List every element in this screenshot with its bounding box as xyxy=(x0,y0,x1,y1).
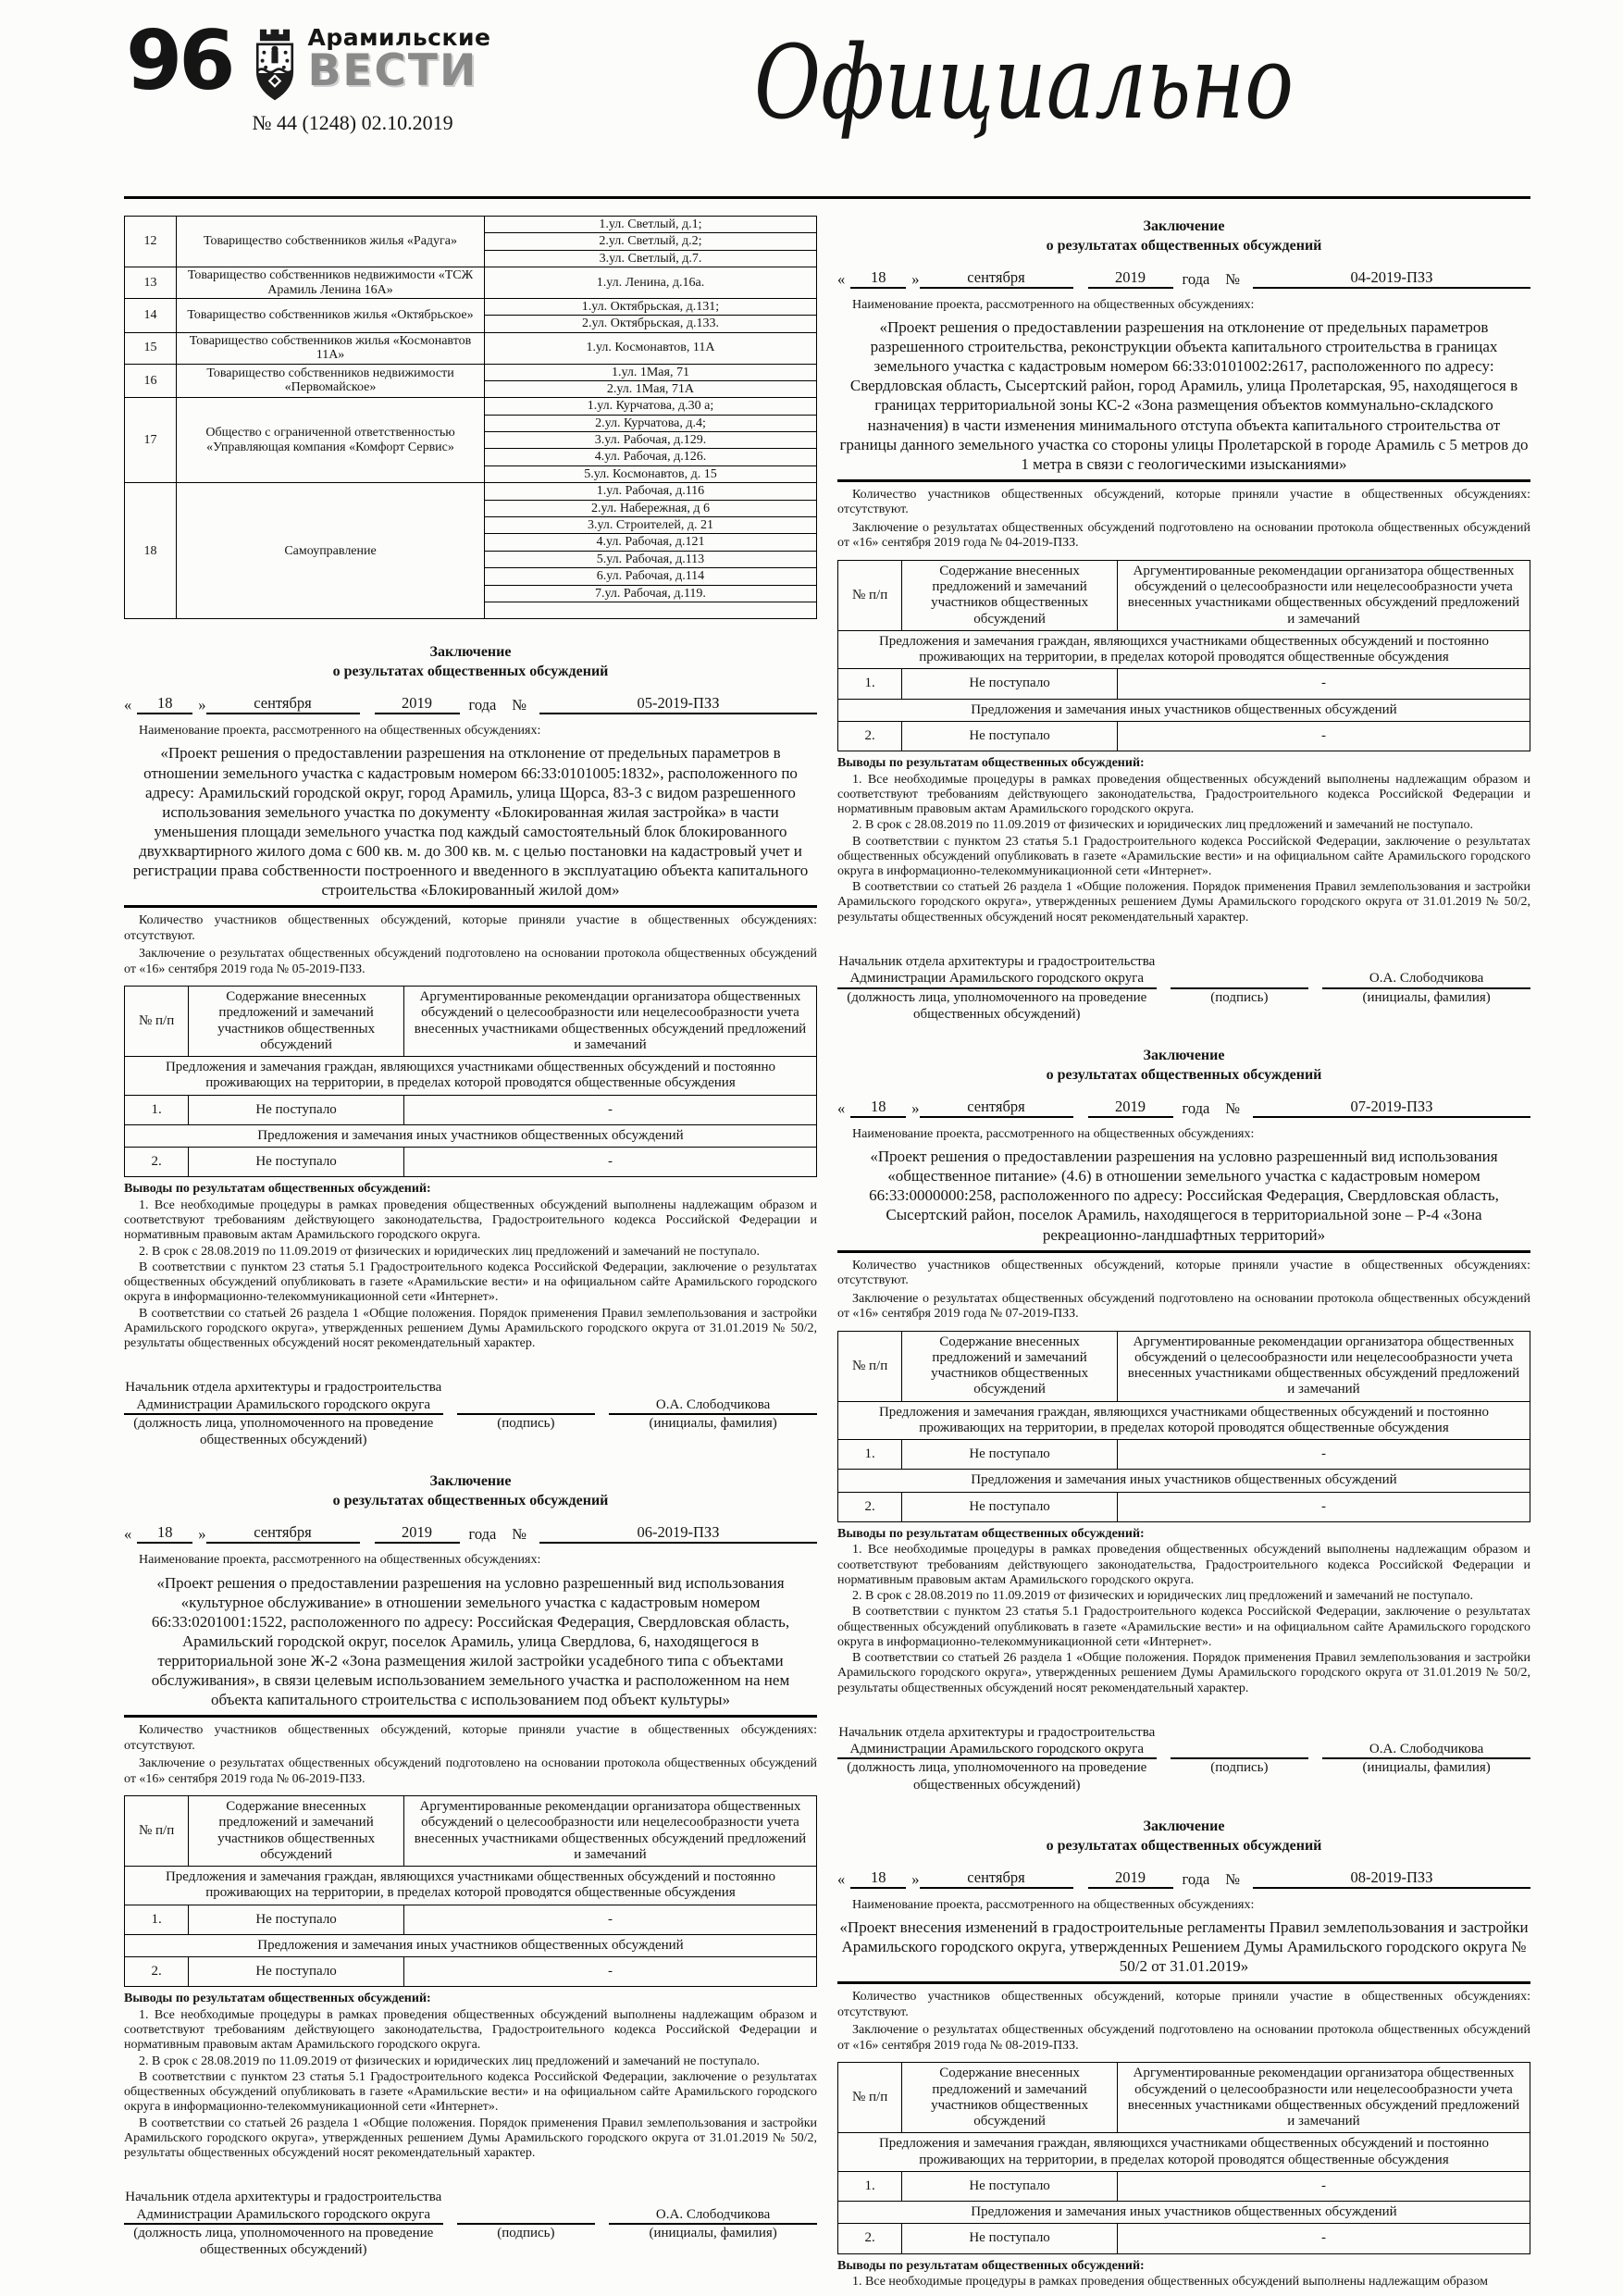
proposals-col-content: Содержание внесенных предложений и замечаний участников общественных обсуждений xyxy=(189,987,404,1057)
project-label: Наименование проекта, рассмотренного на общественных обсуждениях: xyxy=(852,1897,1255,1912)
conclusion-title xyxy=(837,1047,1530,1086)
project-description: «Проект внесения изменений в градостроительные регламенты Правил землепользования и застройки Арамильского городского округа, утвержденных Решением Думы Арамильского городского округа № 50/2 от 31.01.2019» xyxy=(837,1916,1530,1984)
conclusions-body xyxy=(837,2275,1530,2290)
proposals-group-citizens: Предложения и замечания граждан, являющихся участниками общественных обсуждений и постоянно проживающих на территории, в пределах которой проводятся общественные обсуждения xyxy=(125,1057,817,1096)
signature-block xyxy=(837,953,1530,1023)
org-name: Товарищество собственников жилья «Космонавтов 11А» xyxy=(177,332,485,364)
org-address: 1.ул. Курчатова, д.30 а; xyxy=(484,398,816,415)
conclusion-number: 05-2019-ПЗЗ xyxy=(539,694,817,714)
proposals-group-row xyxy=(838,630,1530,669)
conclusion-date-row xyxy=(837,268,1530,289)
project-label: Наименование проекта, рассмотренного на общественных обсуждениях: xyxy=(139,1553,541,1568)
date-day: 18 xyxy=(850,1098,906,1118)
conclusions-body xyxy=(124,1198,817,1351)
conclusion-section xyxy=(124,1472,817,2258)
org-name: Товарищество собственников недвижимости «ТСЖ Арамиль Ленина 16А» xyxy=(177,267,485,299)
proposals-table xyxy=(124,986,817,1177)
number-sign: № xyxy=(1225,1098,1240,1117)
org-name: Общество с ограниченной ответственностью «Управляющая компания «Комфорт Сервис» xyxy=(177,398,485,483)
conclusion-paragraph: В соответствии с пунктом 23 статья 5.1 Градостроительного кодекса Российской Федерации, заключение о результатах общественных обсуждений опубликовать в газете «Арамильские вести» и на официальном сайте Арамильского городского округа в информационно-телекоммуникационной сети «Интернет». xyxy=(124,2069,817,2115)
conclusion-title-line2: о результатах общественных обсуждений xyxy=(1046,1066,1322,1083)
proposals-data-row xyxy=(125,1957,817,1987)
org-address: 1.ул. Ленина, д.16а. xyxy=(484,267,816,299)
signature-space xyxy=(457,1395,596,1415)
row1-num: 1. xyxy=(125,1905,189,1934)
proposals-header-row xyxy=(125,987,817,1057)
signature-block xyxy=(837,1724,1530,1793)
conclusions xyxy=(124,1182,817,1351)
conclusion-title xyxy=(124,643,817,682)
conclusion-title-line2: о результатах общественных обсуждений xyxy=(1046,1837,1322,1854)
proposals-group-others: Предложения и замечания иных участников общественных обсуждений xyxy=(125,1934,817,1956)
conclusion-paragraph: 1. Все необходимые процедуры в рамках проведения общественных обсуждений выполнены надлежащим образом и соответствуют требованиям действующего законодательства, Градостроительного кодекса Российской Федерации и нормативным правовым актам Арамильского городского округа. xyxy=(837,1543,1530,1587)
proposals-header-row xyxy=(125,1796,817,1867)
org-address: 3.ул. Светлый, д.7. xyxy=(484,250,816,267)
org-address: 1.ул. Космонавтов, 11А xyxy=(484,332,816,364)
number-sign: № xyxy=(512,695,527,714)
row1-recommendation: - xyxy=(403,1905,816,1934)
row1-num: 1. xyxy=(838,2171,902,2201)
close-quote: » xyxy=(198,1525,206,1544)
sig-caption-position: (должность лица, уполномоченного на проведение общественных обсуждений) xyxy=(133,1415,434,1448)
org-address: 2.ул. Светлый, д.2; xyxy=(484,233,816,250)
open-quote: « xyxy=(124,695,132,714)
proposals-col-recommendations: Аргументированные рекомендации организатора общественных обсуждений о целесообразности или нецелесообразности учета внесенных участниками общественных обсуждений предложений и замечаний xyxy=(1117,1331,1530,1401)
conclusion-section xyxy=(837,217,1530,1023)
sig-caption-name: (инициалы, фамилия) xyxy=(1362,989,1491,1005)
orgs-table-body xyxy=(125,217,817,619)
row1-content: Не поступало xyxy=(189,1905,404,1934)
org-name: Товарищество собственников жилья «Октябрьское» xyxy=(177,298,485,332)
org-number: 12 xyxy=(125,217,177,267)
org-address: 3.ул. Рабочая, д.129. xyxy=(484,432,816,449)
conclusions-title: Выводы по результатам общественных обсуждений: xyxy=(124,1992,431,2006)
proposals-data-row xyxy=(125,1148,817,1177)
conclusion-section xyxy=(837,1818,1530,2290)
project-label: Наименование проекта, рассмотренного на общественных обсуждениях: xyxy=(139,723,541,738)
issue-line: № 44 (1248) 02.10.2019 xyxy=(252,111,453,134)
section-banner: Официально xyxy=(754,23,1295,142)
basis-line: Заключение о результатах общественных обсуждений подготовлено на основании протокола общественных обсуждений от «16» сентября 2019 года № 08-2019-ПЗЗ. xyxy=(837,2023,1530,2053)
proposals-col-recommendations: Аргументированные рекомендации организатора общественных обсуждений о целесообразности или нецелесообразности учета внесенных участниками общественных обсуждений предложений и замечаний xyxy=(403,987,816,1057)
conclusion-title-line2: о результатах общественных обсуждений xyxy=(332,664,609,680)
row2-content: Не поступало xyxy=(902,1492,1118,1521)
proposals-data-row xyxy=(838,721,1530,751)
date-word-year: года xyxy=(1182,1098,1210,1117)
proposals-group-row xyxy=(838,1401,1530,1440)
conclusion-title-line1: Заключение xyxy=(429,1473,512,1490)
row2-content: Не поступало xyxy=(902,2224,1118,2253)
signature-space xyxy=(457,2204,596,2225)
coat-of-arms-icon xyxy=(252,26,298,105)
org-address: 2.ул. Набережная, д 6 xyxy=(484,500,816,516)
org-address: 7.ул. Рабочая, д.119. xyxy=(484,585,816,602)
date-day: 18 xyxy=(137,1523,192,1544)
signature-block xyxy=(124,2189,817,2258)
content-columns xyxy=(0,199,1623,2290)
conclusion-title-line1: Заключение xyxy=(429,644,512,661)
row2-content: Не поступало xyxy=(902,721,1118,751)
conclusions-title: Выводы по результатам общественных обсуждений: xyxy=(837,1526,1145,1541)
conclusions xyxy=(124,1992,817,2161)
proposals-data-row xyxy=(125,1095,817,1124)
proposals-data-row xyxy=(838,1440,1530,1470)
proposals-col-content: Содержание внесенных предложений и замечаний участников общественных обсуждений xyxy=(189,1796,404,1867)
date-month: сентября xyxy=(920,268,1073,289)
proposals-group-others: Предложения и замечания иных участников общественных обсуждений xyxy=(838,2202,1530,2224)
proposals-col-num: № п/п xyxy=(838,2063,902,2133)
conclusion-paragraph: В соответствии со статьей 26 раздела 1 «Общие положения. Порядок применения Правил землепользования и застройки Арамильского городского округа», утвержденных решением Думы Арамильского городского округа от 31.01.2019 № 50/2, результаты общественных обсуждений носят рекомендательный характер. xyxy=(837,880,1530,925)
org-address: 5.ул. Космонавтов, д. 15 xyxy=(484,465,816,482)
proposals-col-num: № п/п xyxy=(838,560,902,630)
proposals-group-citizens: Предложения и замечания граждан, являющихся участниками общественных обсуждений и постоянно проживающих на территории, в пределах которой проводятся общественные обсуждения xyxy=(838,1401,1530,1440)
row2-num: 2. xyxy=(838,721,902,751)
conclusions-title: Выводы по результатам общественных обсуждений: xyxy=(837,2258,1145,2273)
conclusion-title-line2: о результатах общественных обсуждений xyxy=(332,1493,609,1509)
date-year: 2019 xyxy=(375,694,460,714)
close-quote: » xyxy=(911,1869,920,1888)
conclusion-date-row xyxy=(837,1868,1530,1889)
proposals-col-recommendations: Аргументированные рекомендации организатора общественных обсуждений о целесообразности или нецелесообразности учета внесенных участниками общественных обсуждений предложений и замечаний xyxy=(1117,2063,1530,2133)
open-quote: « xyxy=(837,269,846,288)
project-label: Наименование проекта, рассмотренного на общественных обсуждениях: xyxy=(852,1126,1255,1141)
proposals-group-others: Предложения и замечания иных участников общественных обсуждений xyxy=(125,1124,817,1147)
column-left xyxy=(124,216,817,2290)
org-number: 14 xyxy=(125,298,177,332)
conclusion-paragraph: В соответствии со статьей 26 раздела 1 «Общие положения. Порядок применения Правил землепользования и застройки Арамильского городского округа», утвержденных решением Думы Арамильского городского округа от 31.01.2019 № 50/2, результаты общественных обсуждений носят рекомендательный характер. xyxy=(837,1651,1530,1695)
row1-num: 1. xyxy=(125,1095,189,1124)
conclusion-section xyxy=(837,1047,1530,1793)
conclusion-date-row xyxy=(837,1098,1530,1118)
signatory-position: Начальник отдела архитектуры и градостроительства Администрации Арамильского городского округа xyxy=(837,1724,1157,1760)
date-year: 2019 xyxy=(1088,1098,1173,1118)
row1-recommendation: - xyxy=(403,1095,816,1124)
conclusion-section xyxy=(124,643,817,1448)
sig-caption-signature: (подпись) xyxy=(1210,989,1269,1005)
row2-num: 2. xyxy=(125,1957,189,1987)
signature-block xyxy=(124,1379,817,1448)
org-address: 2.ул. Курчатова, д.4; xyxy=(484,415,816,431)
proposals-data-row xyxy=(838,2224,1530,2253)
basis-line: Заключение о результатах общественных обсуждений подготовлено на основании протокола общественных обсуждений от «16» сентября 2019 года № 07-2019-ПЗЗ. xyxy=(837,1291,1530,1322)
basis-line: Заключение о результатах общественных обсуждений подготовлено на основании протокола общественных обсуждений от «16» сентября 2019 года № 06-2019-ПЗЗ. xyxy=(124,1756,817,1786)
conclusion-paragraph: В соответствии со статьей 26 раздела 1 «Общие положения. Порядок применения Правил землепользования и застройки Арамильского городского округа», утвержденных решением Думы Арамильского городского округа от 31.01.2019 № 50/2, результаты общественных обсуждений носят рекомендательный характер. xyxy=(124,2116,817,2161)
org-name: Товарищество собственников жилья «Радуга» xyxy=(177,217,485,267)
row1-content: Не поступало xyxy=(902,1440,1118,1470)
row2-num: 2. xyxy=(125,1148,189,1177)
org-address xyxy=(484,602,816,618)
date-month: сентября xyxy=(920,1098,1073,1118)
proposals-group-citizens: Предложения и замечания граждан, являющихся участниками общественных обсуждений и постоянно проживающих на территории, в пределах которой проводятся общественные обсуждения xyxy=(838,2133,1530,2172)
participants-line: Количество участников общественных обсуждений, которые приняли участие в общественных обсуждениях: отсутствуют. xyxy=(837,1990,1530,2019)
row1-num: 1. xyxy=(838,669,902,699)
conclusion-number: 04-2019-ПЗЗ xyxy=(1253,268,1530,289)
project-description: «Проект решения о предоставлении разрешения на отклонение от предельных параметров разрешенного строительства, реконструкции объекта капитального строительства в границах земельного участка с кадастровым номером 66:33:0101002:2617, расположенного по адресу: Свердловская область, Сысертский район, город Арамиль, улица Пролетарская, 95, находящегося в границах территориальной зоны КС-2 «Зона размещения объектов коммунально-складского назначения) в части изменения минимального отступа объекта капитального строительства от границы данного земельного участка со стороны улицы Пролетарской в городе Арамиль с 5 метров до 1 метра в связи с геологическими изысканиями» xyxy=(837,316,1530,482)
newspaper-name-bottom: ВЕСТИ xyxy=(307,45,478,96)
proposals-data-row xyxy=(838,2171,1530,2201)
row1-recommendation: - xyxy=(1117,669,1530,699)
conclusions-body xyxy=(837,1543,1530,1695)
signature-space xyxy=(1171,969,1309,989)
participants-line: Количество участников общественных обсуждений, которые приняли участие в общественных обсуждениях: отсутствуют. xyxy=(124,913,817,943)
signature-space xyxy=(1171,1739,1309,1759)
sig-caption-signature: (подпись) xyxy=(497,2225,555,2240)
number-sign: № xyxy=(512,1525,527,1544)
date-year: 2019 xyxy=(1088,1868,1173,1889)
conclusion-title xyxy=(837,217,1530,256)
proposals-col-num: № п/п xyxy=(125,987,189,1057)
date-year: 2019 xyxy=(375,1523,460,1544)
proposals-col-num: № п/п xyxy=(838,1331,902,1401)
org-row xyxy=(125,398,817,415)
conclusions xyxy=(837,2259,1530,2290)
conclusion-paragraph: В соответствии с пунктом 23 статья 5.1 Градостроительного кодекса Российской Федерации, заключение о результатах общественных обсуждений опубликовать в газете «Арамильские вести» и на официальном сайте Арамильского городского округа в информационно-телекоммуникационной сети «Интернет». xyxy=(837,1605,1530,1649)
page-header xyxy=(0,0,1623,196)
basis-line: Заключение о результатах общественных обсуждений подготовлено на основании протокола общественных обсуждений от «16» сентября 2019 года № 05-2019-ПЗЗ. xyxy=(124,947,817,976)
proposals-header-row xyxy=(838,560,1530,630)
basis-line: Заключение о результатах общественных обсуждений подготовлено на основании протокола общественных обсуждений от «16» сентября 2019 года № 04-2019-ПЗЗ. xyxy=(837,520,1530,551)
proposals-data-row xyxy=(125,1905,817,1934)
proposals-table xyxy=(124,1795,817,1987)
column-right xyxy=(837,216,1530,2290)
participants-line: Количество участников общественных обсуждений, которые приняли участие в общественных обсуждениях: отсутствуют. xyxy=(837,487,1530,517)
org-row xyxy=(125,483,817,500)
project-description: «Проект решения о предоставлении разрешения на условно разрешенный вид использования «общественное питание» (4.6) в отношении земельного участка с кадастровым номером 66:33:0000000:258, расположенного по адресу: Российская Федерация, Свердловская область, Сысертский район, поселок Арамиль, находящегося в территориальной зоне – Р-4 «Зона рекреационно-ландшафтных территорий» xyxy=(837,1145,1530,1252)
row1-num: 1. xyxy=(838,1440,902,1470)
proposals-col-content: Содержание внесенных предложений и замечаний участников общественных обсуждений xyxy=(902,2063,1118,2133)
org-row xyxy=(125,298,817,315)
org-address: 6.ул. Рабочая, д.114 xyxy=(484,568,816,585)
conclusions-body xyxy=(124,2008,817,2161)
close-quote: » xyxy=(911,269,920,288)
org-address: 1.ул. 1Мая, 71 xyxy=(484,364,816,380)
proposals-group-row xyxy=(838,2133,1530,2172)
page-number: 96 xyxy=(126,13,232,108)
conclusion-paragraph: 2. В срок с 28.08.2019 по 11.09.2019 от физических и юридических лиц предложений и замечаний не поступало. xyxy=(852,818,1473,833)
proposals-table xyxy=(837,1331,1530,1522)
proposals-data-row xyxy=(838,669,1530,699)
proposals-data-row xyxy=(838,1492,1530,1521)
conclusion-title-line1: Заключение xyxy=(1143,218,1225,234)
row1-recommendation: - xyxy=(1117,1440,1530,1470)
org-number: 18 xyxy=(125,483,177,619)
signatory-position: Начальник отдела архитектуры и градостроительства Администрации Арамильского городского округа xyxy=(837,953,1157,989)
org-address: 3.ул. Строителей, д. 21 xyxy=(484,517,816,534)
participants-line: Количество участников общественных обсуждений, которые приняли участие в общественных обсуждениях: отсутствуют. xyxy=(837,1258,1530,1288)
sig-caption-position: (должность лица, уполномоченного на проведение общественных обсуждений) xyxy=(133,2225,434,2258)
date-word-year: года xyxy=(1182,1869,1210,1888)
date-word-year: года xyxy=(468,1525,497,1544)
org-name: Самоуправление xyxy=(177,483,485,619)
proposals-table xyxy=(837,2062,1530,2253)
proposals-col-recommendations: Аргументированные рекомендации организатора общественных обсуждений о целесообразности или нецелесообразности учета внесенных участниками общественных обсуждений предложений и замечаний xyxy=(403,1796,816,1867)
sig-caption-name: (инициалы, фамилия) xyxy=(649,2225,777,2240)
org-address: 1.ул. Светлый, д.1; xyxy=(484,217,816,233)
org-address: 4.ул. Рабочая, д.126. xyxy=(484,449,816,465)
sig-caption-name: (инициалы, фамилия) xyxy=(1362,1760,1491,1776)
conclusion-paragraph: 2. В срок с 28.08.2019 по 11.09.2019 от физических и юридических лиц предложений и замечаний не поступало. xyxy=(852,1589,1473,1604)
proposals-group-row xyxy=(838,2202,1530,2224)
project-description: «Проект решения о предоставлении разрешения на отклонение от предельных параметров в отношении земельного участка с кадастровым номером 66:33:0101005:1832», расположенного по адресу: Арамильский городской округ, город Арамиль, улица Щорса, 83-3 с видом разрешенного использования земельного участка по документу «Блокированная жилая застройка» в части уменьшения площади земельного участка под каждый самостоятельный блок блокированного двухквартирного жилого дома с 600 кв. м. до 300 кв. м. с целью постановки на кадастровый учет и регистрации права собственности построенного и введенного в эксплуатацию объекта капитального строительства «Блокированный жилой дом» xyxy=(124,741,817,908)
proposals-group-row xyxy=(838,1470,1530,1492)
row2-num: 2. xyxy=(838,2224,902,2253)
open-quote: « xyxy=(124,1525,132,1544)
date-word-year: года xyxy=(468,695,497,714)
org-row xyxy=(125,364,817,380)
conclusion-paragraph: 1. Все необходимые процедуры в рамках проведения общественных обсуждений выполнены надлежащим образом xyxy=(852,2275,1488,2290)
close-quote: » xyxy=(198,695,206,714)
date-month: сентября xyxy=(206,1523,360,1544)
org-number: 13 xyxy=(125,267,177,299)
conclusion-paragraph: 2. В срок с 28.08.2019 по 11.09.2019 от физических и юридических лиц предложений и замечаний не поступало. xyxy=(139,1244,760,1259)
conclusion-title-line2: о результатах общественных обсуждений xyxy=(1046,237,1322,254)
org-address: 5.ул. Рабочая, д.113 xyxy=(484,551,816,567)
row2-content: Не поступало xyxy=(189,1957,404,1987)
proposals-header-row xyxy=(838,2063,1530,2133)
conclusions xyxy=(837,756,1530,925)
org-row xyxy=(125,332,817,364)
participants-line: Количество участников общественных обсуждений, которые приняли участие в общественных обсуждениях: отсутствуют. xyxy=(124,1723,817,1753)
signatory-name: О.А. Слободчикова xyxy=(609,2206,817,2225)
open-quote: « xyxy=(837,1098,846,1117)
proposals-group-row xyxy=(125,1934,817,1956)
signatory-name: О.А. Слободчикова xyxy=(1322,970,1530,988)
date-day: 18 xyxy=(850,268,906,289)
conclusion-date-row xyxy=(124,694,817,714)
conclusion-paragraph: 1. Все необходимые процедуры в рамках проведения общественных обсуждений выполнены надлежащим образом и соответствуют требованиям действующего законодательства, Градостроительного кодекса Российской Федерации и нормативным правовым актам Арамильского городского округа. xyxy=(837,772,1530,817)
signatory-name: О.А. Слободчикова xyxy=(609,1396,817,1415)
proposals-group-row xyxy=(125,1867,817,1905)
proposals-group-others: Предложения и замечания иных участников общественных обсуждений xyxy=(838,699,1530,721)
proposals-group-others: Предложения и замечания иных участников общественных обсуждений xyxy=(838,1470,1530,1492)
conclusion-number: 07-2019-ПЗЗ xyxy=(1253,1098,1530,1118)
date-word-year: года xyxy=(1182,269,1210,288)
proposals-header-row xyxy=(838,1331,1530,1401)
conclusions-body xyxy=(837,773,1530,925)
row2-recommendation: - xyxy=(1117,721,1530,751)
org-row xyxy=(125,217,817,233)
row2-recommendation: - xyxy=(403,1957,816,1987)
date-year: 2019 xyxy=(1088,268,1173,289)
proposals-col-content: Содержание внесенных предложений и замечаний участников общественных обсуждений xyxy=(902,1331,1118,1401)
row2-recommendation: - xyxy=(1117,1492,1530,1521)
proposals-col-num: № п/п xyxy=(125,1796,189,1867)
signatory-name: О.А. Слободчикова xyxy=(1322,1741,1530,1759)
conclusion-paragraph: 2. В срок с 28.08.2019 по 11.09.2019 от физических и юридических лиц предложений и замечаний не поступало. xyxy=(139,2054,760,2068)
proposals-col-content: Содержание внесенных предложений и замечаний участников общественных обсуждений xyxy=(902,560,1118,630)
newspaper-name-top: Арамильские xyxy=(307,24,491,51)
org-address: 1.ул. Октябрьская, д.131; xyxy=(484,298,816,315)
conclusions xyxy=(837,1527,1530,1696)
org-address: 2.ул. Октябрьская, д.133. xyxy=(484,316,816,332)
org-row xyxy=(125,267,817,299)
row2-content: Не поступало xyxy=(189,1148,404,1177)
org-number: 16 xyxy=(125,364,177,398)
sig-caption-signature: (подпись) xyxy=(1210,1760,1269,1776)
conclusion-paragraph: 1. Все необходимые процедуры в рамках проведения общественных обсуждений выполнены надлежащим образом и соответствуют требованиям действующего законодательства, Градостроительного кодекса Российской Федерации и нормативным правовым актам Арамильского городского округа. xyxy=(124,2007,817,2053)
signatory-position: Начальник отдела архитектуры и градостроительства Администрации Арамильского городского округа xyxy=(124,1379,443,1415)
conclusion-number: 08-2019-ПЗЗ xyxy=(1253,1868,1530,1889)
proposals-col-recommendations: Аргументированные рекомендации организатора общественных обсуждений о целесообразности или нецелесообразности учета внесенных участниками общественных обсуждений предложений и замечаний xyxy=(1117,560,1530,630)
masthead xyxy=(252,24,490,135)
conclusion-title-line1: Заключение xyxy=(1143,1818,1225,1834)
conclusion-title xyxy=(837,1818,1530,1856)
newspaper-title xyxy=(307,24,491,96)
conclusion-paragraph: В соответствии со статьей 26 раздела 1 «Общие положения. Порядок применения Правил землепользования и застройки Арамильского городского округа», утвержденных решением Думы Арамильского городского округа от 31.01.2019 № 50/2, результаты общественных обсуждений носят рекомендательный характер. xyxy=(124,1306,817,1351)
org-address: 2.ул. 1Мая, 71А xyxy=(484,380,816,397)
row2-recommendation: - xyxy=(403,1148,816,1177)
proposals-group-row xyxy=(125,1124,817,1147)
project-description: «Проект решения о предоставлении разрешения на условно разрешенный вид использования «культурное обслуживание» в отношении земельного участка с кадастровым номером 66:33:0201001:1522, расположенного по адресу: Российская Федерация, Свердловская область, Арамильский городской округ, поселок Арамиль, улица Свердлова, 6, находящегося в территориальной зоне Ж-2 «Зона размещения жилой застройки усадебного типа с объектами обслуживания», в связи целевым использованием земельного участка и расположенном на нем объекта капитального строительства с использованием под объект культуры» xyxy=(124,1571,817,1719)
conclusion-date-row xyxy=(124,1523,817,1544)
proposals-group-row xyxy=(125,1057,817,1096)
org-address: 1.ул. Рабочая, д.116 xyxy=(484,483,816,500)
sig-caption-name: (инициалы, фамилия) xyxy=(649,1415,777,1431)
conclusion-paragraph: В соответствии с пунктом 23 статья 5.1 Градостроительного кодекса Российской Федерации, заключение о результатах общественных обсуждений опубликовать в газете «Арамильские вести» и на официальном сайте Арамильского городского округа в информационно-телекоммуникационной сети «Интернет». xyxy=(837,834,1530,878)
signatory-position: Начальник отдела архитектуры и градостроительства Администрации Арамильского городского округа xyxy=(124,2189,443,2225)
org-number: 17 xyxy=(125,398,177,483)
number-sign: № xyxy=(1225,1869,1240,1888)
date-day: 18 xyxy=(137,694,192,714)
row2-num: 2. xyxy=(838,1492,902,1521)
project-label: Наименование проекта, рассмотренного на общественных обсуждениях: xyxy=(852,297,1255,312)
date-month: сентября xyxy=(206,694,360,714)
org-name: Товарищество собственников недвижимости «Первомайское» xyxy=(177,364,485,398)
row1-recommendation: - xyxy=(1117,2171,1530,2201)
row1-content: Не поступало xyxy=(189,1095,404,1124)
close-quote: » xyxy=(911,1098,920,1117)
date-month: сентября xyxy=(920,1868,1073,1889)
proposals-table xyxy=(837,560,1530,751)
conclusions-title: Выводы по результатам общественных обсуждений: xyxy=(837,756,1145,771)
row1-content: Не поступало xyxy=(902,669,1118,699)
proposals-group-citizens: Предложения и замечания граждан, являющихся участниками общественных обсуждений и постоянно проживающих на территории, в пределах которой проводятся общественные обсуждения xyxy=(838,630,1530,669)
row2-recommendation: - xyxy=(1117,2224,1530,2253)
conclusion-title xyxy=(124,1472,817,1511)
proposals-group-citizens: Предложения и замечания граждан, являющихся участниками общественных обсуждений и постоянно проживающих на территории, в пределах которой проводятся общественные обсуждения xyxy=(125,1867,817,1905)
sig-caption-position: (должность лица, уполномоченного на проведение общественных обсуждений) xyxy=(847,989,1147,1022)
sig-caption-signature: (подпись) xyxy=(497,1415,555,1431)
conclusion-number: 06-2019-ПЗЗ xyxy=(539,1523,817,1544)
sig-caption-position: (должность лица, уполномоченного на проведение общественных обсуждений) xyxy=(847,1760,1147,1793)
conclusion-paragraph: В соответствии с пунктом 23 статья 5.1 Градостроительного кодекса Российской Федерации, заключение о результатах общественных обсуждений опубликовать в газете «Арамильские вести» и на официальном сайте Арамильского городского округа в информационно-телекоммуникационной сети «Интернет». xyxy=(124,1260,817,1305)
organizations-table xyxy=(124,216,817,619)
row1-content: Не поступало xyxy=(902,2171,1118,2201)
conclusion-title-line1: Заключение xyxy=(1143,1048,1225,1064)
proposals-group-row xyxy=(838,699,1530,721)
org-number: 15 xyxy=(125,332,177,364)
conclusions-title: Выводы по результатам общественных обсуждений: xyxy=(124,1182,431,1197)
conclusion-paragraph: 1. Все необходимые процедуры в рамках проведения общественных обсуждений выполнены надлежащим образом и соответствуют требованиям действующего законодательства, Градостроительного кодекса Российской Федерации и нормативным правовым актам Арамильского городского округа. xyxy=(124,1198,817,1243)
org-address: 4.ул. Рабочая, д.121 xyxy=(484,534,816,551)
date-day: 18 xyxy=(850,1868,906,1889)
open-quote: « xyxy=(837,1869,846,1888)
number-sign: № xyxy=(1225,269,1240,288)
